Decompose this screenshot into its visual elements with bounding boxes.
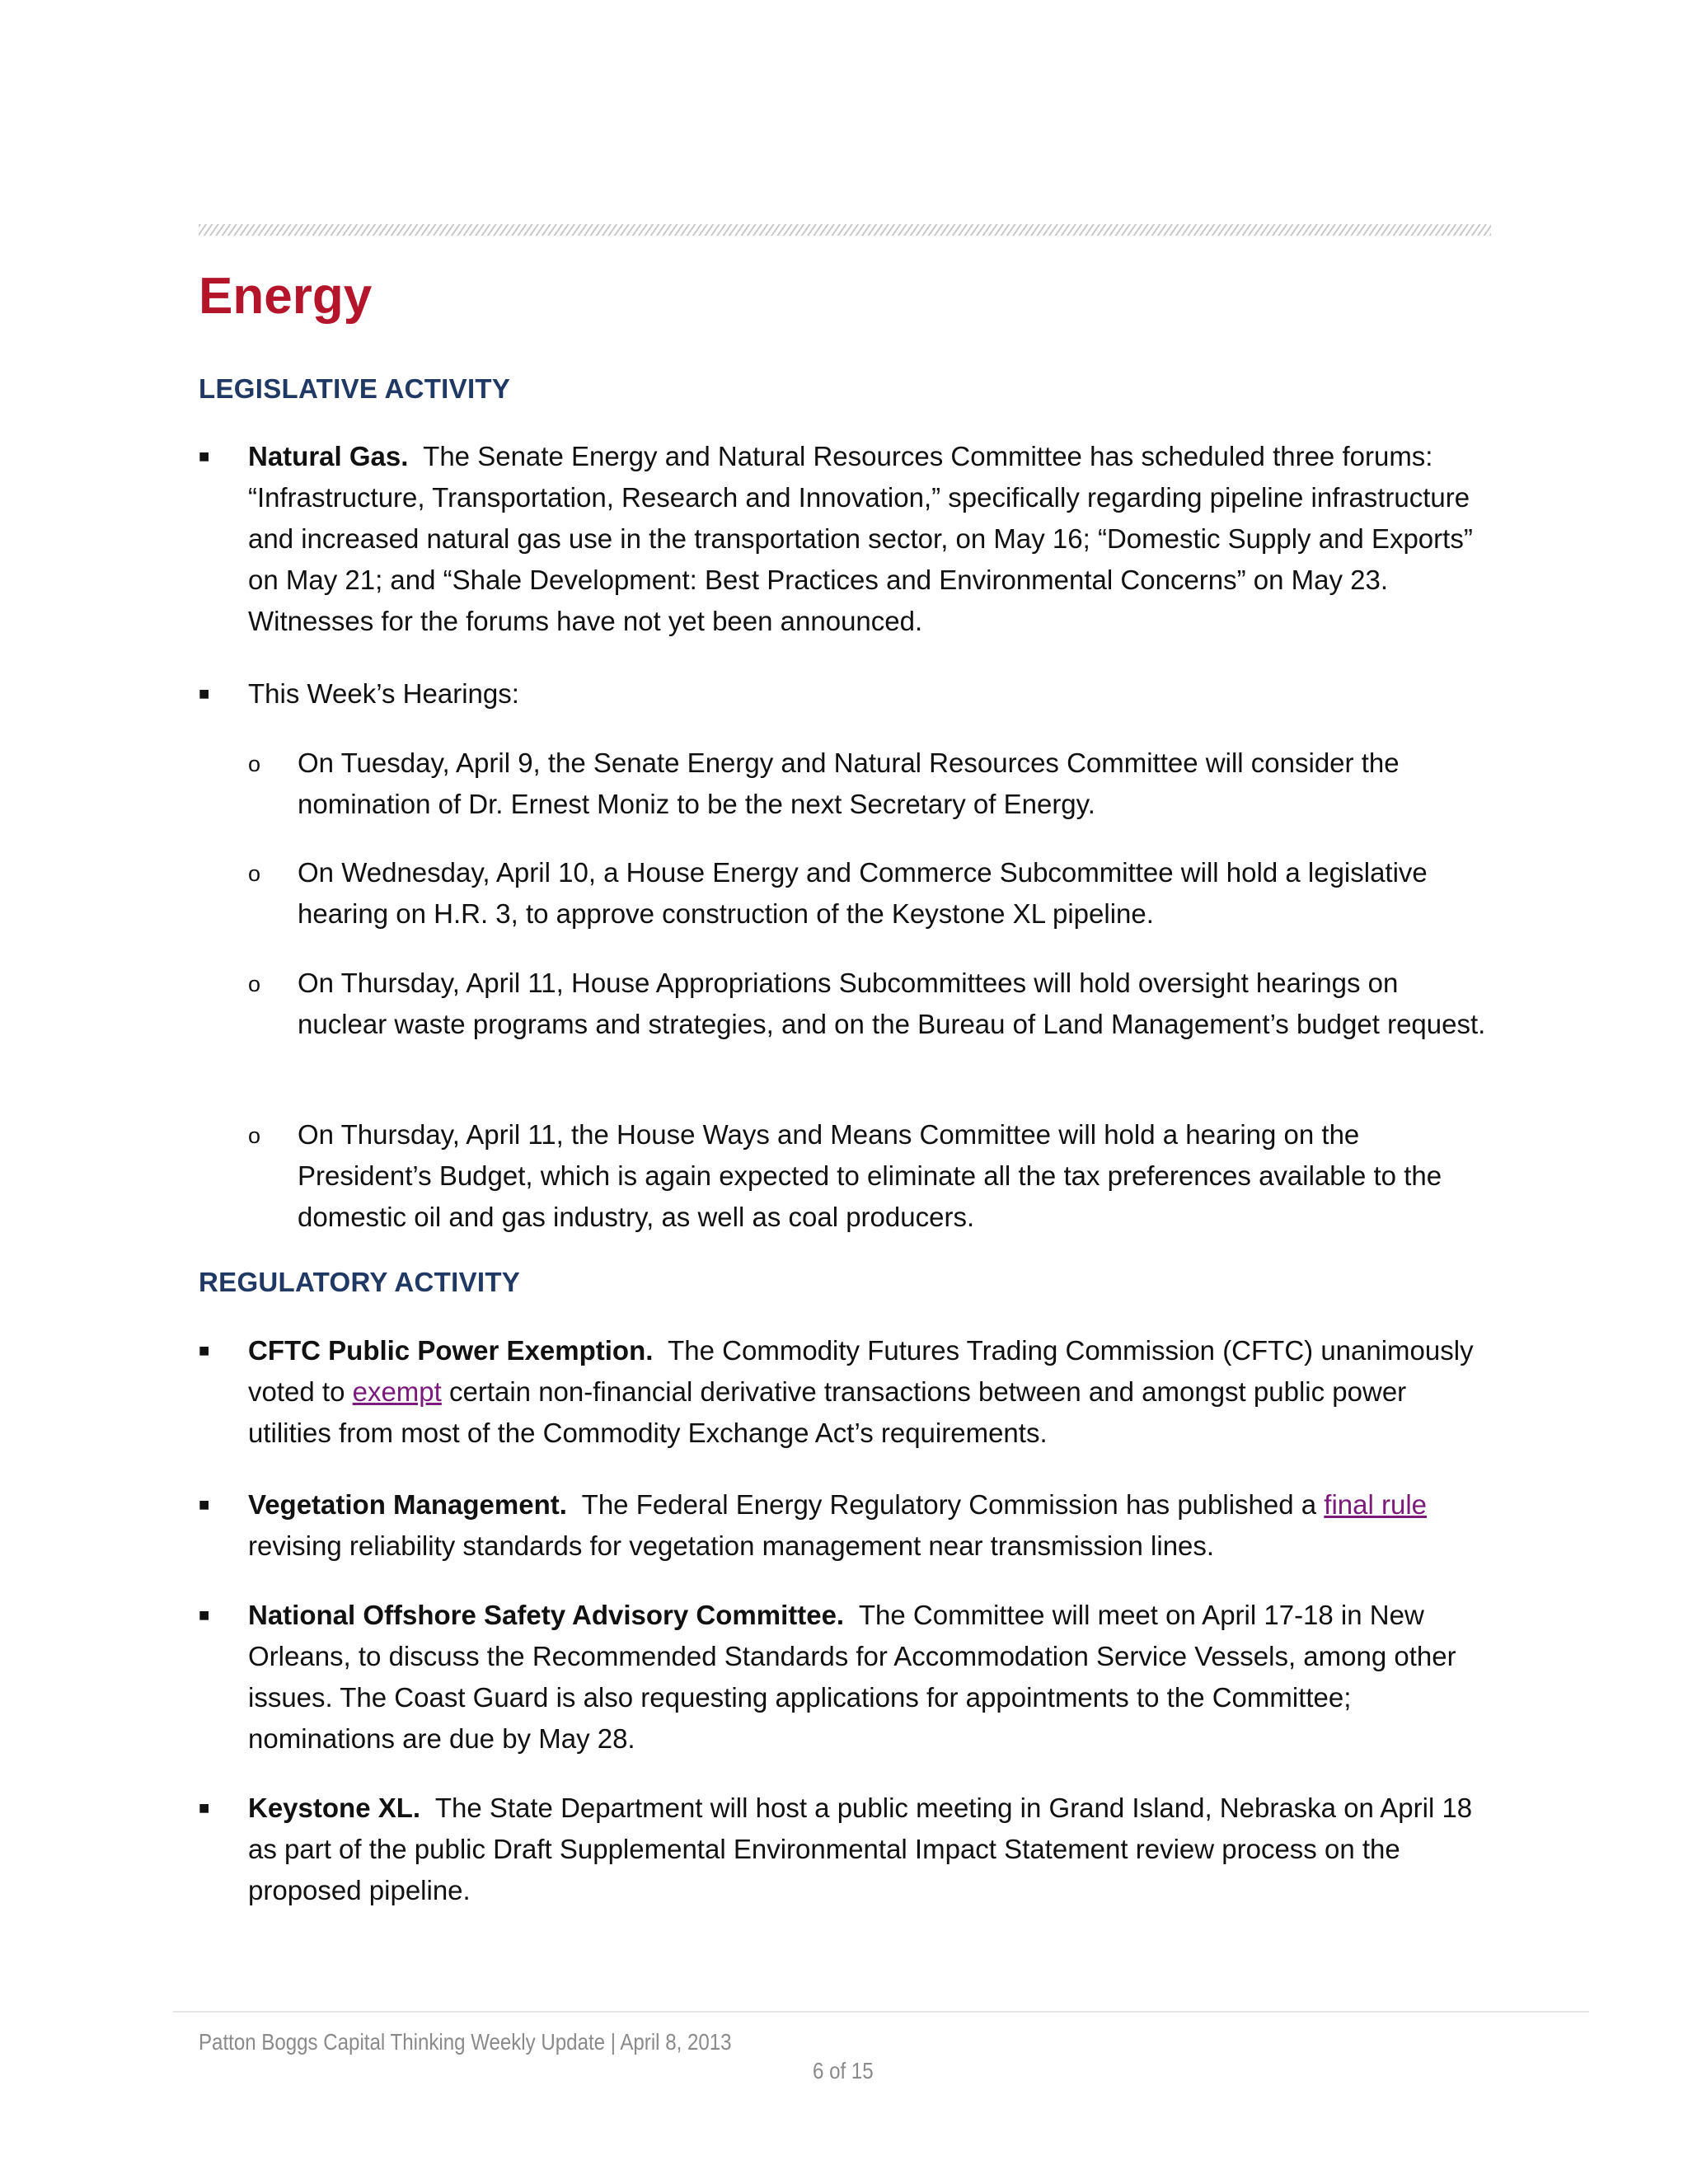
bullet-this-weeks-hearings — [199, 673, 1493, 715]
hearing-text: On Thursday, April 11, House Appropriations Subcommittees will hold oversight hearings on nuclear waste programs and strategies, and on the Bureau of Land Management’s budget request. — [298, 968, 1486, 1039]
hatched-divider — [199, 224, 1491, 236]
square-bullet-icon: ■ — [199, 1605, 210, 1625]
hearing-item — [248, 963, 1493, 1045]
bullet-text: The Senate Energy and Natural Resources Committee has scheduled three forums: “Infrastructure, Transportation, Research and Innovation,” specifically regarding pipeline infrastructure and increased natural gas use in the transportation sector, on May 16; “Domestic Supply and Exports” on May 21; and “Shale Development: Best Practices and Environmental Concerns” on May 23. Witnesses for the forums have not yet been announced. — [248, 441, 1473, 636]
bullet-text: revising reliability standards for vegetation management near transmission lines. — [248, 1530, 1215, 1561]
circle-bullet-icon: o — [248, 861, 261, 886]
bullet-text: The Committee will meet on April 17-18 in New Orleans, to discuss the Recommended Standards for Accommodation Service Vessels, among other issues. The Coast Guard is also requesting applications for appointments to the Committee; nominations are due by May 28. — [248, 1600, 1456, 1754]
bullet-content — [248, 436, 1493, 642]
square-bullet-icon: ■ — [199, 446, 210, 466]
circle-bullet-icon: o — [248, 1123, 261, 1148]
bullet-text: The Commodity Futures Trading Commission (CFTC) unanimously voted to — [248, 1335, 1474, 1407]
final-rule-link[interactable]: final rule — [1324, 1489, 1428, 1520]
bullet-content — [248, 1788, 1493, 1911]
hearing-item — [248, 743, 1493, 825]
bullet-lead: Keystone XL. — [248, 1793, 421, 1823]
circle-bullet-icon: o — [248, 972, 261, 996]
bullet-lead: CFTC Public Power Exemption. — [248, 1335, 654, 1366]
bullet-lead: National Offshore Safety Advisory Committee. — [248, 1600, 845, 1630]
hearing-text: On Tuesday, April 9, the Senate Energy and Natural Resources Committee will consider the nomination of Dr. Ernest Moniz to be the next Secretary of Energy. — [298, 748, 1400, 819]
circle-bullet-icon: o — [248, 752, 261, 776]
footer-divider — [173, 2011, 1589, 2013]
legislative-activity-heading: LEGISLATIVE ACTIVITY — [199, 373, 511, 404]
exempt-link[interactable]: exempt — [352, 1376, 442, 1407]
regulatory-activity-heading: REGULATORY ACTIVITY — [199, 1267, 521, 1297]
square-bullet-icon: ■ — [199, 1340, 210, 1361]
hearing-item — [248, 852, 1493, 935]
bullet-content — [248, 1330, 1493, 1454]
page-title: Energy — [199, 268, 373, 325]
bullet-content — [248, 673, 1493, 715]
square-bullet-icon: ■ — [199, 1797, 210, 1818]
hearing-text: On Wednesday, April 10, a House Energy and Commerce Subcommittee will hold a legislative hearing on H.R. 3, to approve construction of the Keystone XL pipeline. — [298, 857, 1428, 929]
page-number: 6 of 15 — [813, 2058, 874, 2083]
footer-publication: Patton Boggs Capital Thinking Weekly Update | April 8, 2013 — [199, 2029, 732, 2055]
hearing-text: On Thursday, April 11, the House Ways and Means Committee will hold a hearing on the President’s Budget, which is again expected to eliminate all the tax preferences available to the domestic oil and gas industry, as well as coal producers. — [298, 1119, 1442, 1232]
bullet-content — [248, 1595, 1493, 1760]
bullet-lead: Vegetation Management. — [248, 1489, 567, 1520]
square-bullet-icon: ■ — [199, 683, 210, 704]
bullet-text: The Federal Energy Regulatory Commission has published a — [581, 1489, 1317, 1520]
bullet-national-offshore-safety-advisory-committee — [199, 1595, 1493, 1760]
bullet-cftc-public-power-exemption — [199, 1330, 1493, 1454]
bullet-text: The State Department will host a public meeting in Grand Island, Nebraska on April 18 as part of the public Draft Supplemental Environmental Impact Statement review process on the proposed pipeline. — [248, 1793, 1473, 1905]
bullet-lead: Natural Gas. — [248, 441, 409, 471]
bullet-natural-gas — [199, 436, 1493, 642]
square-bullet-icon: ■ — [199, 1494, 210, 1515]
bullet-keystone-xl — [199, 1788, 1493, 1911]
bullet-content — [248, 1484, 1493, 1567]
hearing-item — [248, 1114, 1493, 1238]
bullet-text: certain non-financial derivative transactions between and amongst public power utilities from most of the Commodity Exchange Act’s requirements. — [248, 1376, 1407, 1448]
bullet-text: This Week’s Hearings: — [248, 678, 519, 709]
bullet-vegetation-management — [199, 1484, 1493, 1567]
